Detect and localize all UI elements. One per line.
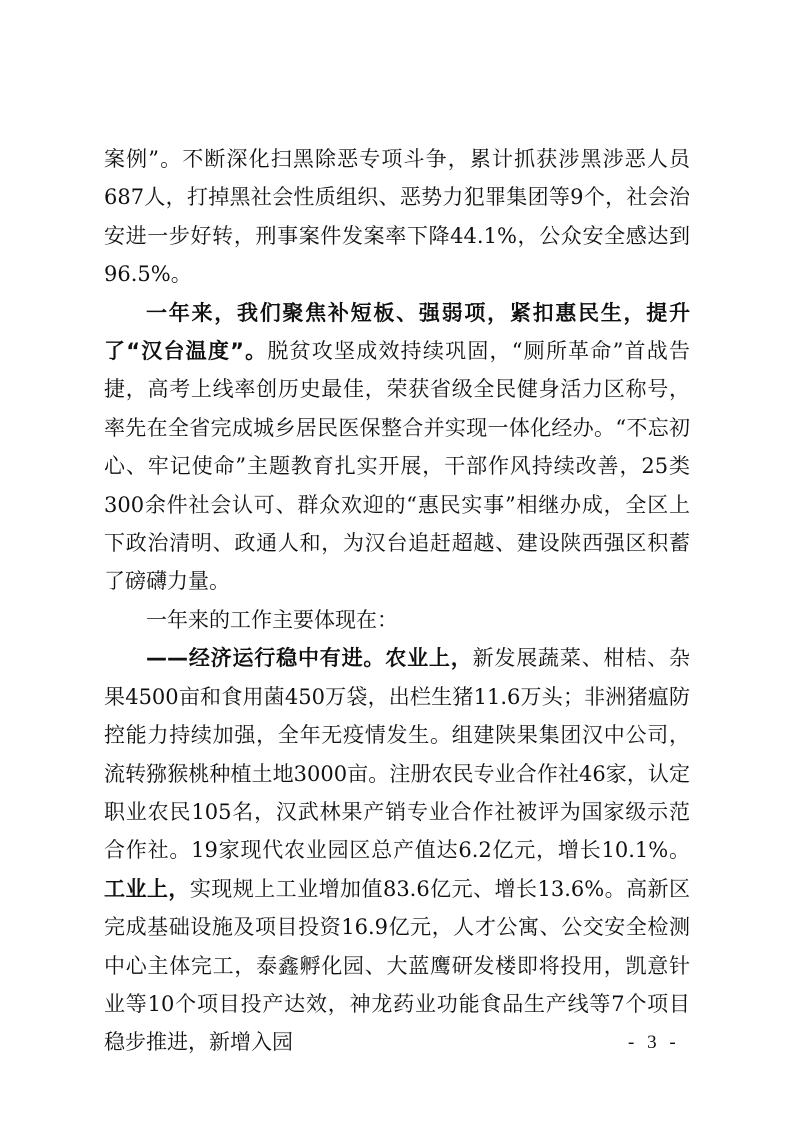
paragraph-2-text: 脱贫攻坚成效持续巩固，“厕所革命”首战告捷，高考上线率创历史最佳，荣获省级全民健身活力区称号，率先在全省完成城乡居民医保整合并实现一体化经办。“不忘初心、牢记使命”主题教育扎实开展，干部作风持续改善，25类300余件社会认可、群众欢迎的“惠民实事”相继办成，全区上下政治清明、政通人和，为汉台追赶超越、建设陕西强区积蓄了磅礴力量。 — [104, 339, 690, 594]
paragraph-2 — [104, 294, 690, 601]
paragraph-4-text-industry: 实现规上工业增加值83.6亿元、增长13.6%。高新区完成基础设施及项目投资16.9亿元，人才公寓、公交安全检测中心主体完工，泰鑫孵化园、大蓝鹰研发楼即将投用，凯意针业等10个项目投产达效，神龙药业功能食品生产线等7个项目稳步推进，新增入园 — [104, 876, 691, 1055]
paragraph-4-subheading-industry: 工业上， — [104, 876, 190, 901]
paragraph-1-text: 案例”。不断深化扫黑除恶专项斗争，累计抓获涉黑涉恶人员687人，打掉黑社会性质组织、恶势力犯罪集团等9个，社会治安进一步好转，刑事案件发案率下降44.1%，公众安全感达到96.5%。 — [104, 147, 690, 287]
body-text — [104, 140, 690, 1062]
paragraph-4 — [104, 639, 690, 1061]
paragraph-3 — [104, 601, 690, 639]
paragraph-4-subheading-agriculture: 农业上， — [385, 646, 473, 671]
paragraph-4-heading: ——经济运行稳中有进。 — [146, 646, 386, 671]
paragraph-4-text-agriculture: 新发展蔬菜、柑桔、杂果4500亩和食用菌450万袋，出栏生猪11.6万头；非洲猪瘟防控能力持续加强，全年无疫情发生。组建陕果集团汉中公司，流转猕猴桃种植土地3000亩。注册农民专业合作社46家，认定职业农民105名，汉武林果产销专业合作社被评为国家级示范合作社。19家现代农业园区总产值达6.2亿元，增长10.1%。 — [104, 646, 691, 863]
paragraph-2-heading: 一年来，我们聚焦补短板、强弱项，紧扣惠民生，提升了“汉台温度”。 — [104, 300, 690, 364]
page-number: - 3 - — [628, 1032, 680, 1053]
paragraph-3-text: 一年来的工作主要体现在： — [146, 607, 398, 632]
paragraph-1 — [104, 140, 690, 294]
